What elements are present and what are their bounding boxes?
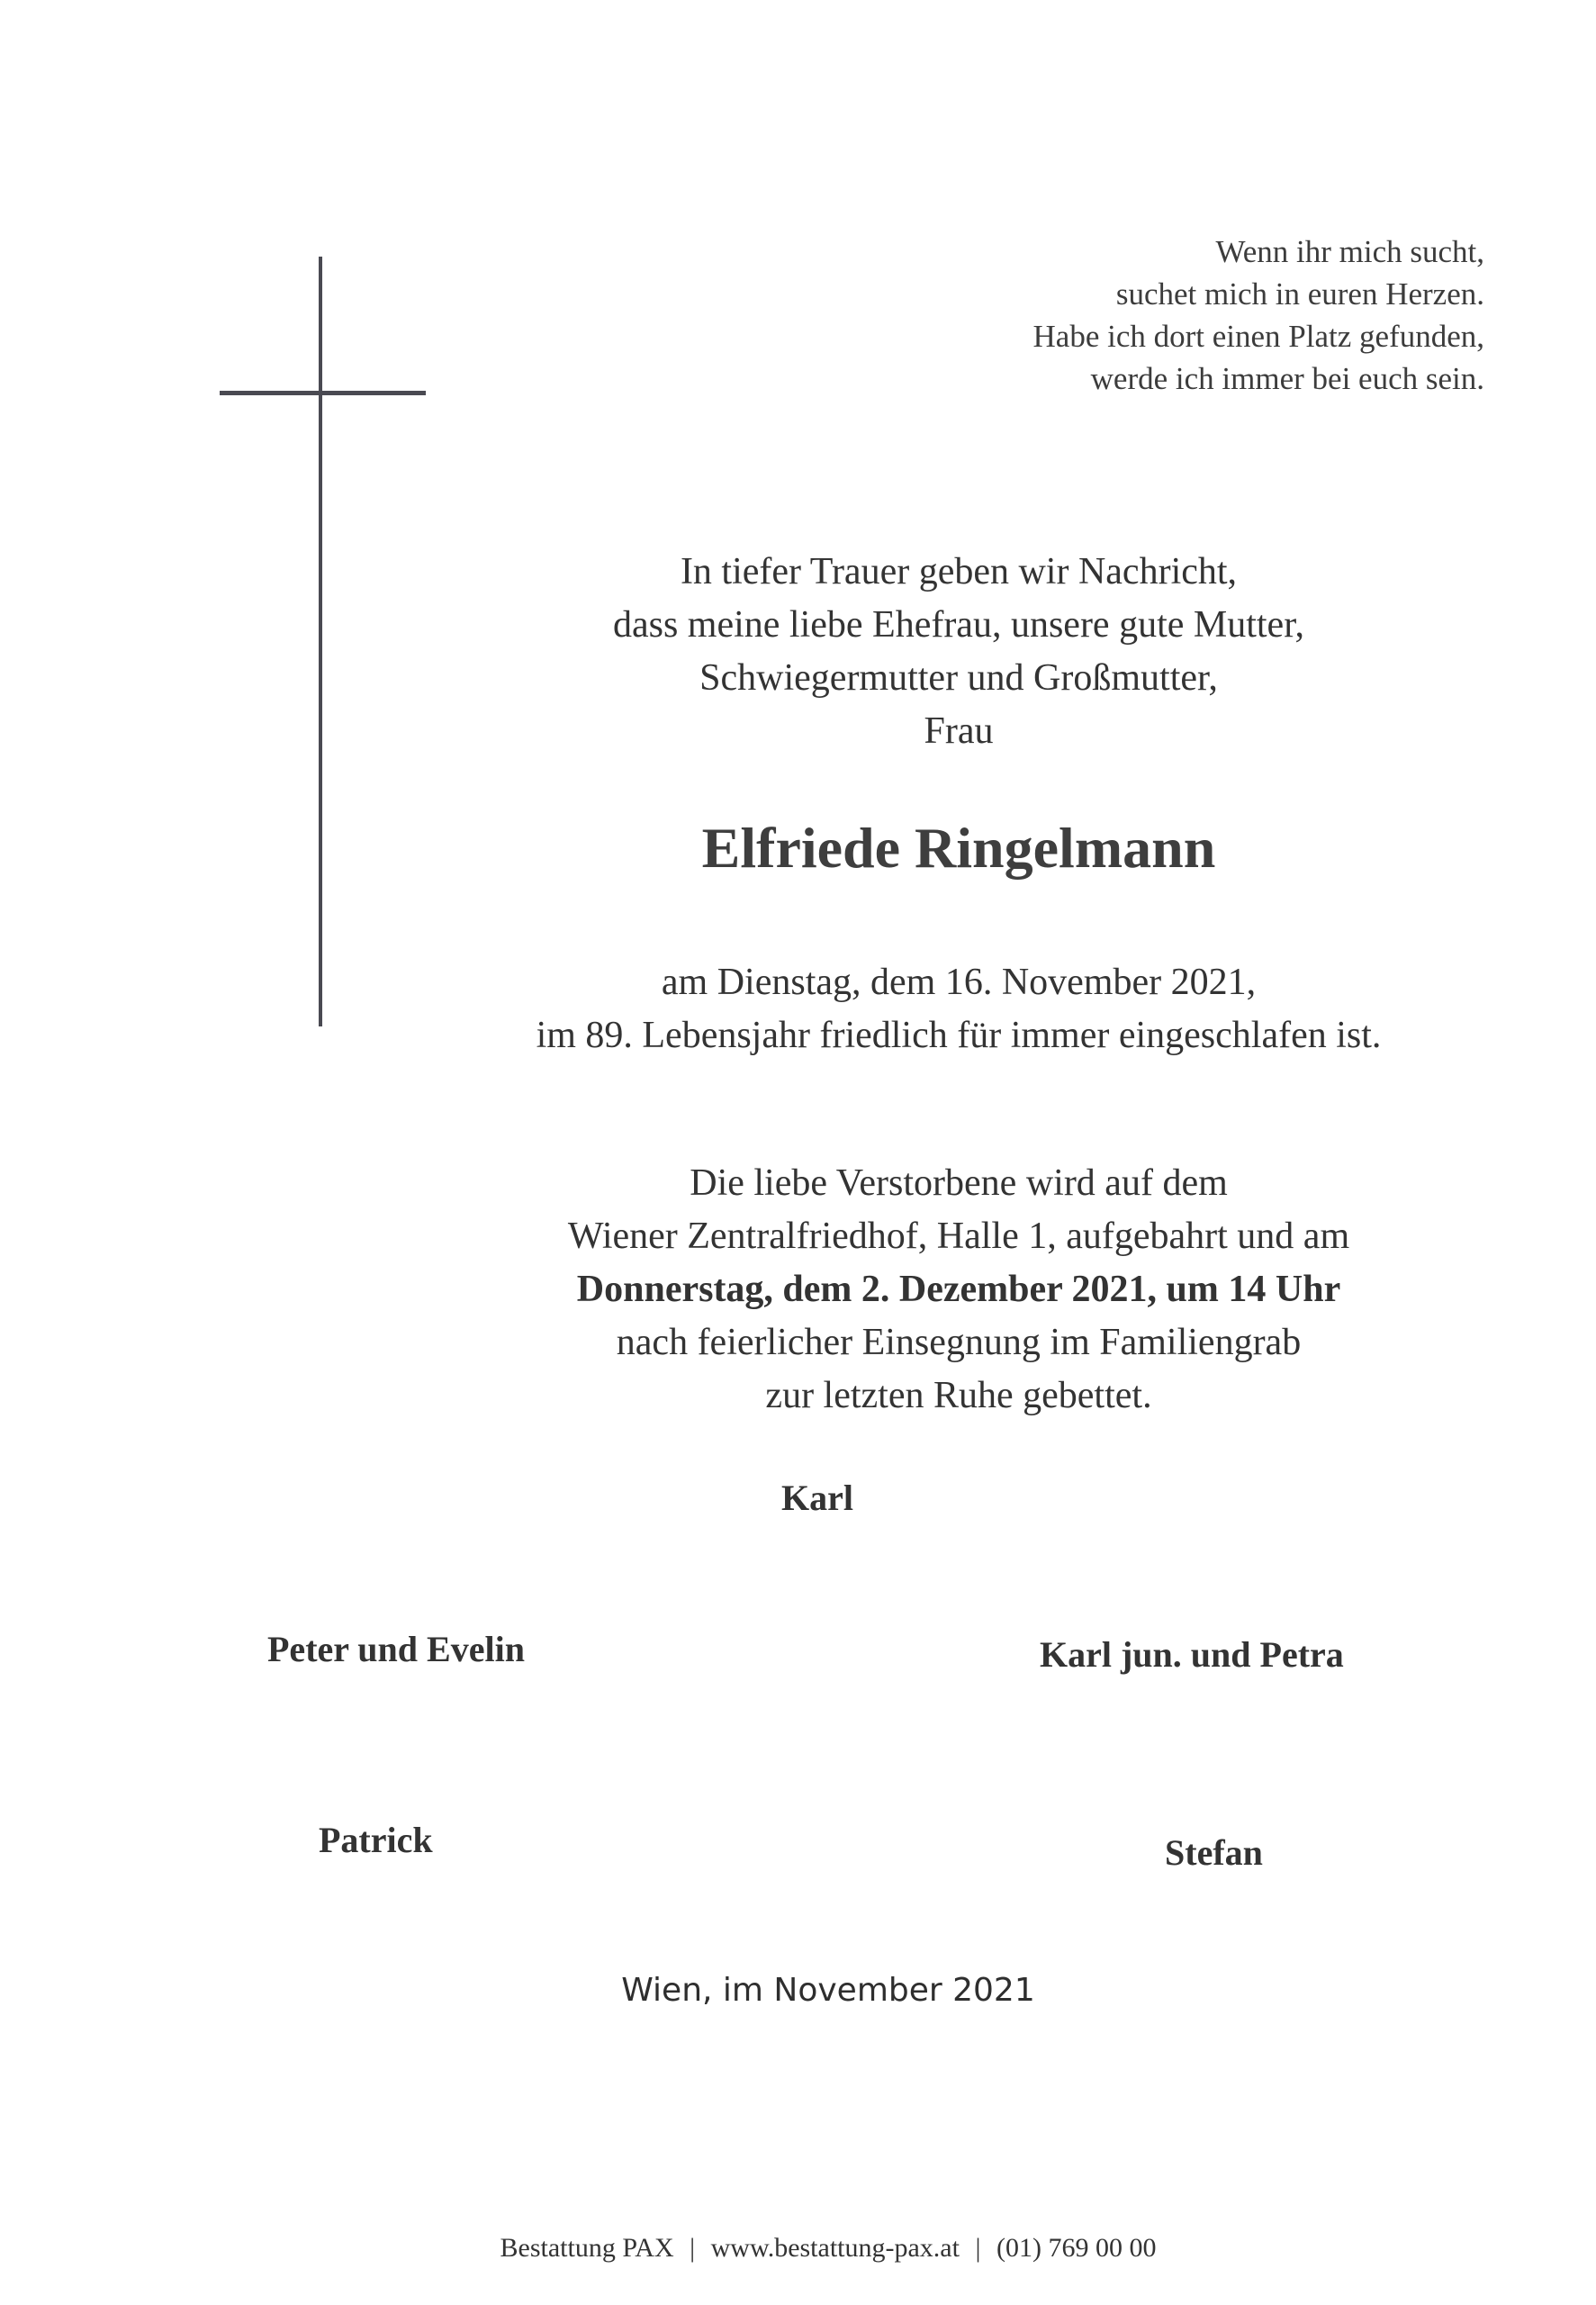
mourner-right-1: Karl jun. und Petra xyxy=(1040,1634,1344,1675)
footer-separator: | xyxy=(975,2233,981,2263)
poem xyxy=(764,230,1484,400)
funeral-line: zur letzten Ruhe gebettet. xyxy=(765,1375,1152,1416)
mourner-spouse: Karl xyxy=(781,1478,853,1518)
intro-line: In tiefer Trauer geben wir Nachricht, xyxy=(680,551,1238,592)
footer-phone: (01) 769 00 00 xyxy=(996,2233,1157,2263)
intro-line: Frau xyxy=(924,710,994,752)
cross-horizontal-bar xyxy=(220,391,426,395)
mourner-left-2: Patrick xyxy=(319,1820,433,1860)
mourner-right-2: Stefan xyxy=(1165,1832,1263,1873)
poem-line: werde ich immer bei euch sein. xyxy=(1090,361,1484,396)
poem-line: Habe ich dort einen Platz gefunden, xyxy=(1032,319,1484,354)
poem-line: suchet mich in euren Herzen. xyxy=(1115,276,1484,312)
funeral-info xyxy=(423,1157,1494,1423)
cross-vertical-bar xyxy=(319,257,322,1026)
footer xyxy=(378,2233,1278,2264)
funeral-line: Die liebe Verstorbene wird auf dem xyxy=(690,1162,1228,1204)
intro-line: Schwiegermutter und Großmutter, xyxy=(699,657,1218,699)
funeral-line: nach feierlicher Einsegnung im Familiengrab xyxy=(616,1322,1302,1363)
intro-line: dass meine liebe Ehefrau, unsere gute Mutter, xyxy=(612,604,1305,646)
place-date: Wien, im November 2021 xyxy=(621,1972,1035,2009)
mourner-left-1: Peter und Evelin xyxy=(267,1629,525,1669)
deceased-name: Elfriede Ringelmann xyxy=(701,816,1216,880)
death-line: im 89. Lebensjahr friedlich für immer eingeschlafen ist. xyxy=(536,1015,1382,1056)
footer-separator: | xyxy=(690,2233,696,2263)
death-info xyxy=(423,956,1494,1062)
funeral-date-line: Donnerstag, dem 2. Dezember 2021, um 14 Uhr xyxy=(576,1269,1341,1310)
funeral-line: Wiener Zentralfriedhof, Halle 1, aufgebahrt und am xyxy=(567,1216,1350,1257)
death-line: am Dienstag, dem 16. November 2021, xyxy=(661,962,1257,1003)
footer-company: Bestattung PAX xyxy=(500,2233,674,2263)
poem-line: Wenn ihr mich sucht, xyxy=(1215,234,1484,269)
footer-website: www.bestattung-pax.at xyxy=(710,2233,960,2263)
announcement-intro xyxy=(423,546,1494,758)
